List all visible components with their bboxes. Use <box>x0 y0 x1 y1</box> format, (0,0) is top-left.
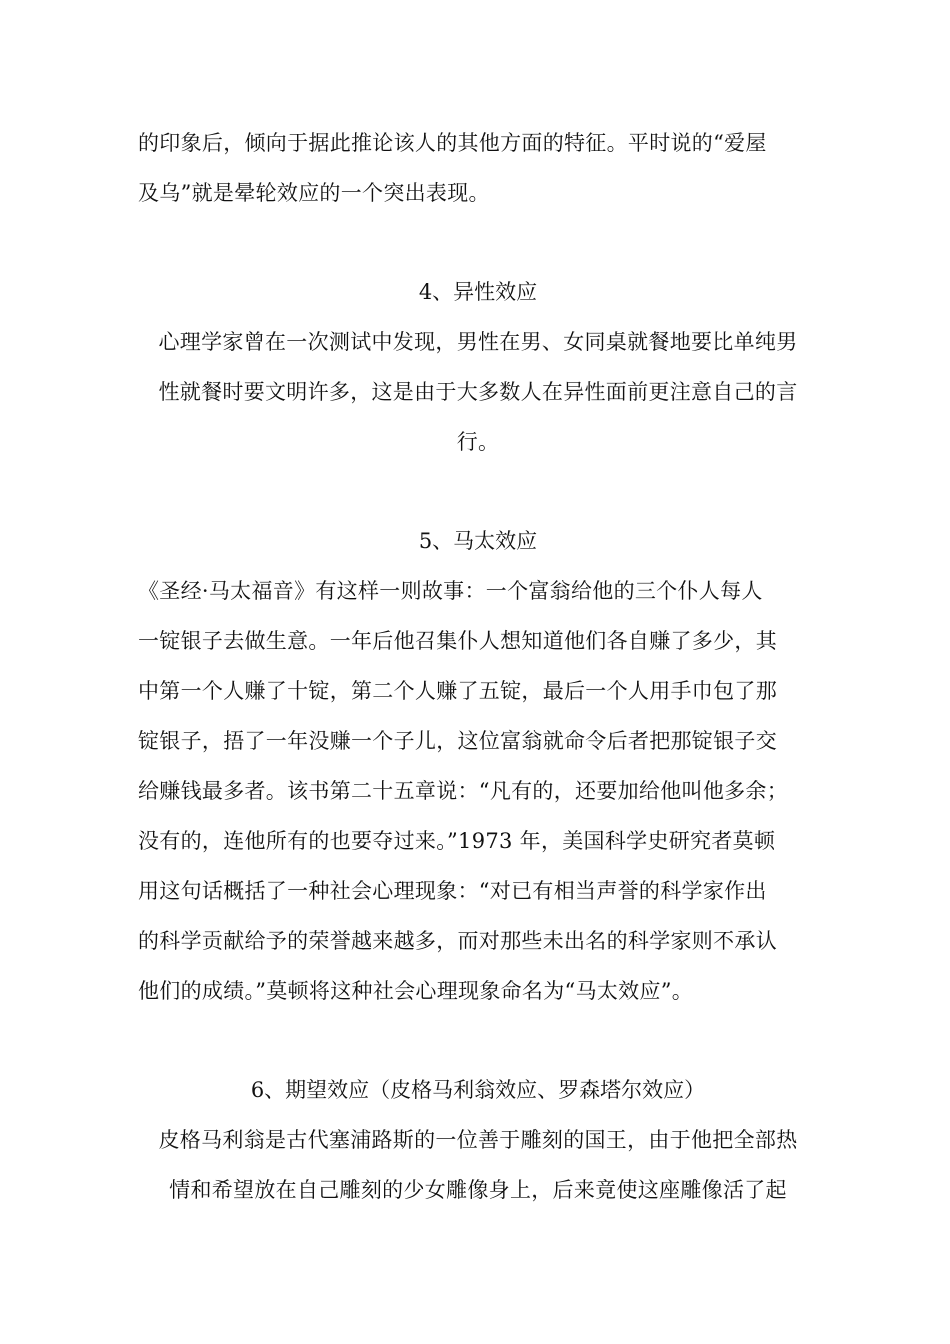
paragraph-line: 心理学家曾在一次测试中发现，男性在男、女同桌就餐地要比单纯男 <box>158 330 798 354</box>
paragraph-line: 中第一个人赚了十锭，第二个人赚了五锭，最后一个人用手巾包了那 <box>138 679 777 703</box>
paragraph-line: 没有的，连他所有的也要夺过来。”1973 年，美国科学史研究者莫顿 <box>138 829 776 853</box>
paragraph-line: 情和希望放在自己雕刻的少女雕像身上，后来竟使这座雕像活了起 <box>169 1178 787 1202</box>
paragraph-line: 皮格马利翁是古代塞浦路斯的一位善于雕刻的国王，由于他把全部热 <box>158 1128 798 1152</box>
section-heading: 6、期望效应（皮格马利翁效应、罗森塔尔效应） <box>250 1078 706 1102</box>
paragraph-line: 行。 <box>456 430 500 454</box>
paragraph-line: 一锭银子去做生意。一年后他召集仆人想知道他们各自赚了多少，其 <box>138 629 777 653</box>
paragraph-line: 他们的成绩。”莫顿将这种社会心理现象命名为“马太效应”。 <box>138 979 694 1003</box>
paragraph-line: 给赚钱最多者。该书第二十五章说：“凡有的，还要加给他叫他多余； <box>138 779 789 803</box>
paragraph-line: 的科学贡献给予的荣誉越来越多，而对那些未出名的科学家则不承认 <box>138 929 777 953</box>
paragraph-line: 用这句话概括了一种社会心理现象：“对已有相当声誉的科学家作出 <box>138 879 767 903</box>
section-heading: 5、马太效应 <box>418 529 538 553</box>
paragraph-line: 性就餐时要文明许多，这是由于大多数人在异性面前更注意自己的言 <box>158 380 798 404</box>
paragraph-line: 锭银子，捂了一年没赚一个子儿，这位富翁就命令后者把那锭银子交 <box>138 729 777 753</box>
section-heading: 4、异性效应 <box>418 280 538 304</box>
paragraph-line: 的印象后，倾向于据此推论该人的其他方面的特征。平时说的“爱屋 <box>138 131 767 155</box>
paragraph-line: 及乌”就是晕轮效应的一个突出表现。 <box>138 181 490 205</box>
paragraph-line: 《圣经·马太福音》有这样一则故事：一个富翁给他的三个仆人每人 <box>138 579 763 603</box>
